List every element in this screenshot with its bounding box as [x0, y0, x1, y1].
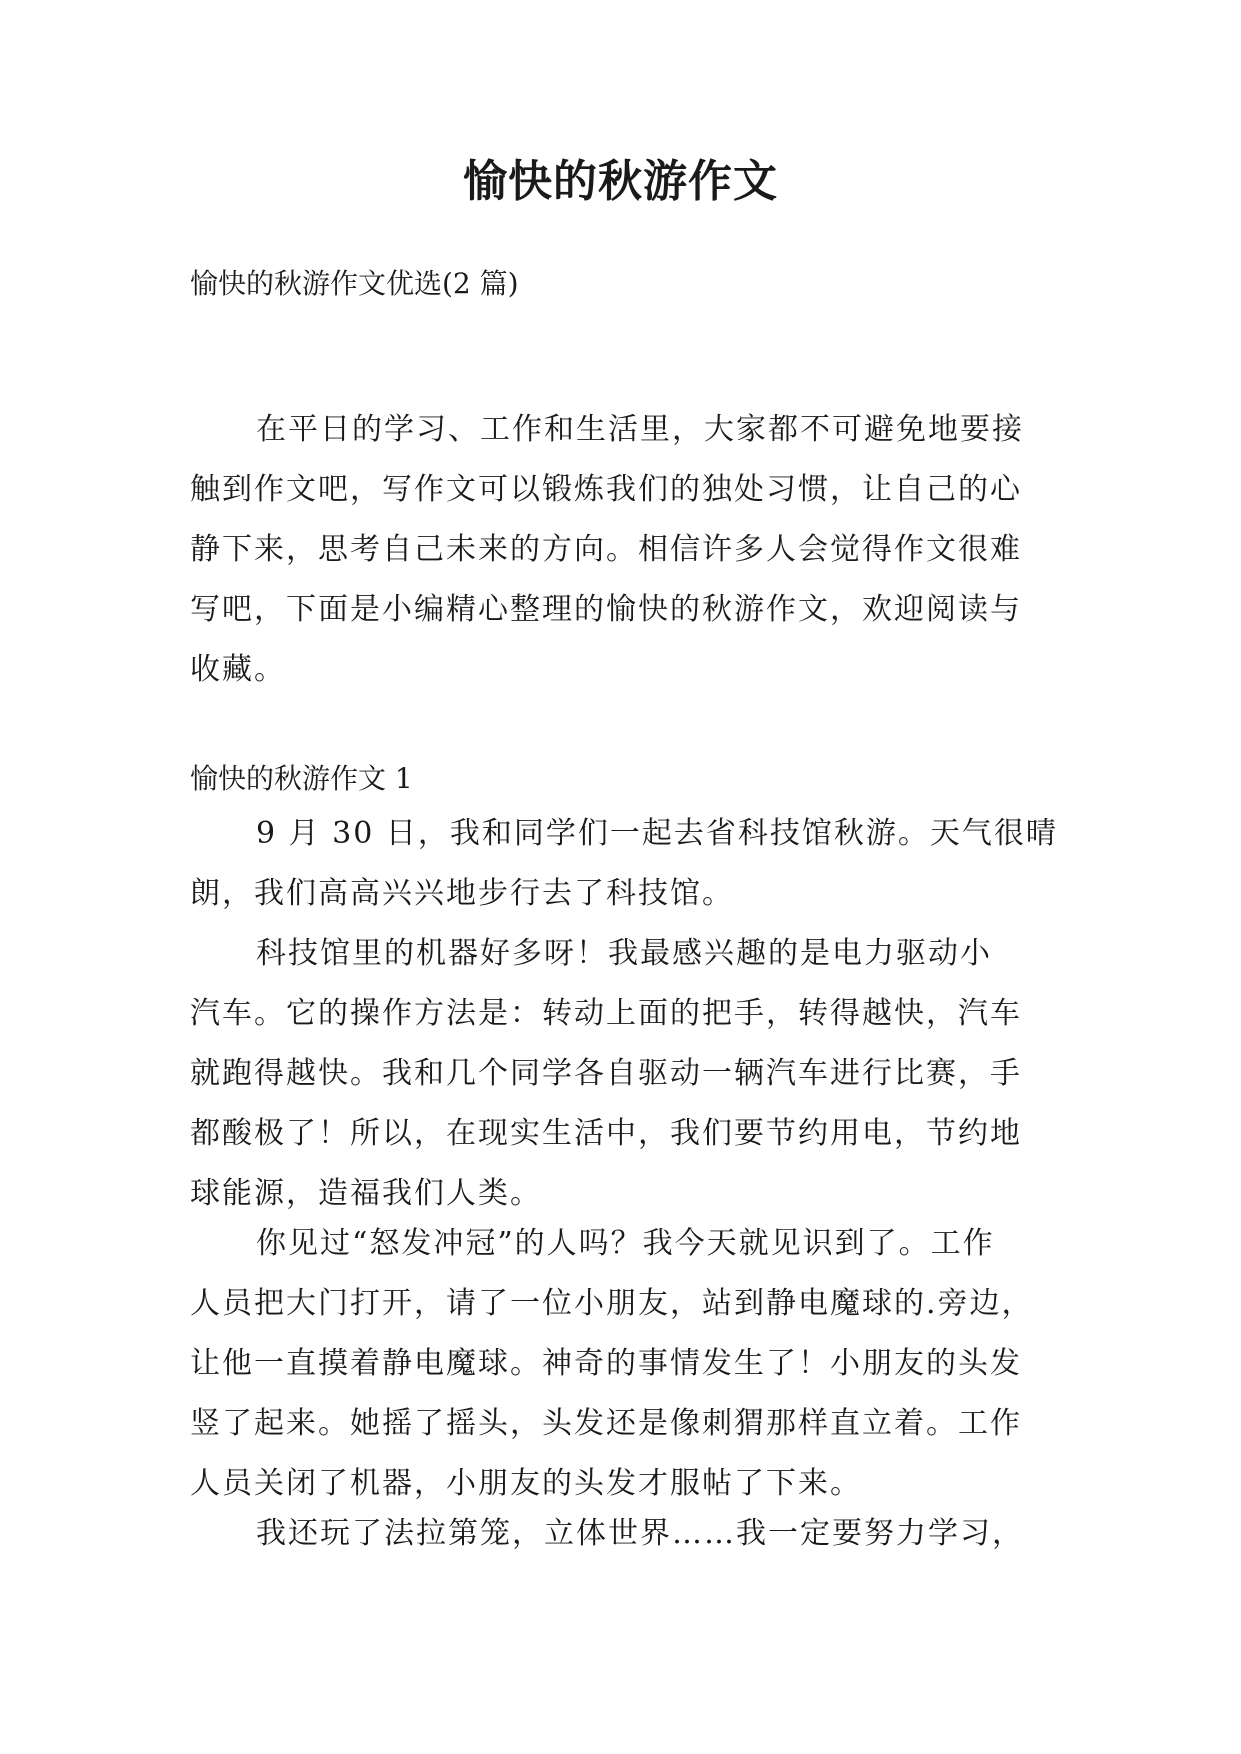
- paragraph-line: 让他一直摸着静电魔球。神奇的事情发生了！小朋友的头发: [190, 1346, 1022, 1381]
- paragraph-line: 就跑得越快。我和几个同学各自驱动一辆汽车进行比赛，手: [190, 1056, 1022, 1091]
- paragraph-line: 触到作文吧，写作文可以锻炼我们的独处习惯，让自己的心: [190, 472, 1022, 507]
- paragraph-line: 人员把大门打开，请了一位小朋友，站到静电魔球的.旁边，: [190, 1286, 1034, 1321]
- body-paragraph: [190, 1214, 1052, 1514]
- paragraph-line: 汽车。它的操作方法是：转动上面的把手，转得越快，汽车: [190, 996, 1022, 1031]
- section-heading: 愉快的秋游作文 1: [190, 762, 413, 795]
- body-paragraph: [190, 804, 1058, 924]
- paragraph-line: 人员关闭了机器，小朋友的头发才服帖了下来。: [190, 1466, 862, 1501]
- paragraph-line: 静下来，思考自己未来的方向。相信许多人会觉得作文很难: [190, 532, 1022, 567]
- intro-paragraph: [190, 400, 1052, 700]
- document-title: 愉快的秋游作文: [463, 156, 778, 207]
- paragraph-line: 你见过“怒发冲冠”的人吗？我今天就见识到了。工作: [256, 1226, 995, 1261]
- paragraph-line: 科技馆里的机器好多呀！我最感兴趣的是电力驱动小: [256, 936, 992, 971]
- document-subtitle: 愉快的秋游作文优选(2 篇): [190, 267, 519, 300]
- paragraph-line: 在平日的学习、工作和生活里，大家都不可避免地要接: [256, 412, 1024, 447]
- paragraph-line: 写吧，下面是小编精心整理的愉快的秋游作文，欢迎阅读与: [190, 592, 1022, 627]
- paragraph-line: 朗，我们高高兴兴地步行去了科技馆。: [190, 876, 734, 911]
- paragraph-line: 我还玩了法拉第笼，立体世界……我一定要努力学习，: [256, 1516, 1024, 1551]
- paragraph-line: 9 月 30 日，我和同学们一起去省科技馆秋游。天气很晴: [256, 816, 1058, 851]
- body-paragraph: [190, 1504, 1052, 1564]
- paragraph-line: 竖了起来。她摇了摇头，头发还是像刺猬那样直立着。工作: [190, 1406, 1022, 1441]
- paragraph-line: 都酸极了！所以，在现实生活中，我们要节约用电，节约地: [190, 1116, 1022, 1151]
- paragraph-line: 收藏。: [190, 652, 286, 687]
- paragraph-line: 球能源，造福我们人类。: [190, 1176, 542, 1211]
- body-paragraph: [190, 924, 1052, 1224]
